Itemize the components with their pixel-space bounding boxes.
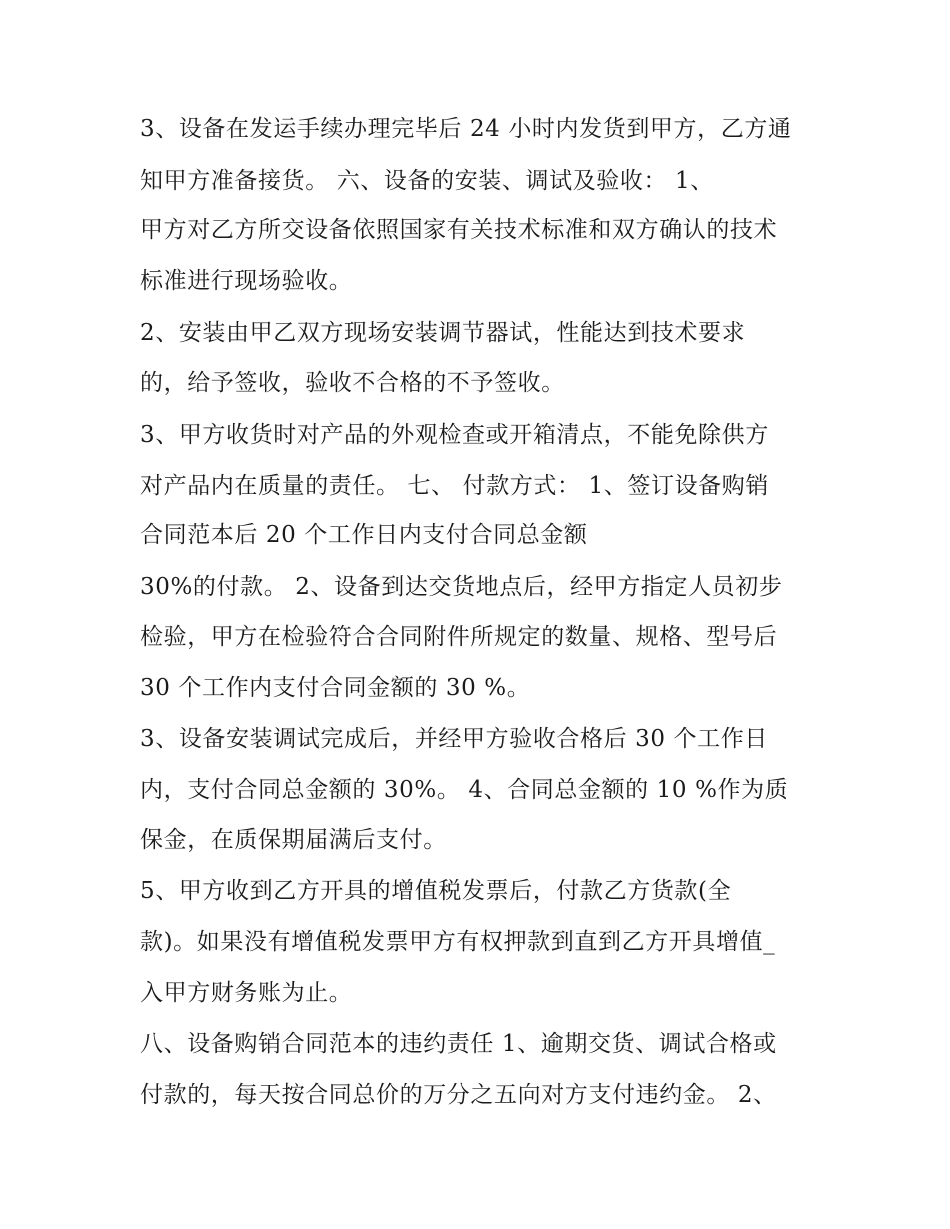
text-line: 检验，甲方在检验符合合同附件所规定的数量、规格、型号后 (140, 624, 778, 650)
text-line: 30%的付款。 2、设备到达交货地点后，经甲方指定人员初步 (140, 574, 783, 600)
text-line: 合同范本后 20 个工作日内支付合同总金额 (140, 522, 588, 548)
text-line: 2、安装由甲乙双方现场安装调节器试，性能达到技术要求 (140, 320, 746, 346)
text-line: 甲方对乙方所交设备依照国家有关技术标准和双方确认的技术 (140, 217, 778, 243)
text-line: 内，支付合同总金额的 30%。 4、合同总金额的 10 %作为质 (140, 777, 789, 803)
text-line: 付款的，每天按合同总价的万分之五向对方支付违约金。 2、 (140, 1082, 777, 1108)
text-line: 对产品内在质量的责任。 七、 付款方式： 1、签订设备购销 (140, 473, 769, 499)
text-line: 八、设备购销合同范本的违约责任 1、逾期交货、调试合格或 (140, 1031, 777, 1057)
text-line: 的，给予签收，验收不合格的不予签收。 (140, 370, 565, 396)
text-line: 3、设备安装调试完成后，并经甲方验收合格后 30 个工作日 (140, 726, 768, 752)
text-line: 入甲方财务账为止。 (140, 980, 353, 1006)
text-line: 款)。如果没有增值税发票甲方有权押款到直到乙方开具增值_ (140, 929, 776, 955)
text-line: 保金，在质保期届满后支付。 (140, 827, 447, 853)
text-line: 3、设备在发运手续办理完毕后 24 小时内发货到甲方，乙方通 (140, 116, 792, 142)
text-line: 5、甲方收到乙方开具的增值税发票后，付款乙方货款(全 (140, 878, 732, 904)
text-line: 3、甲方收货时对产品的外观检查或开箱清点，不能免除供方 (140, 422, 769, 448)
text-line: 30 个工作内支付合同金额的 30 %。 (140, 675, 531, 701)
text-line: 标准进行现场验收。 (140, 268, 353, 294)
text-line: 知甲方准备接货。 六、设备的安装、调试及验收： 1、 (140, 168, 714, 194)
